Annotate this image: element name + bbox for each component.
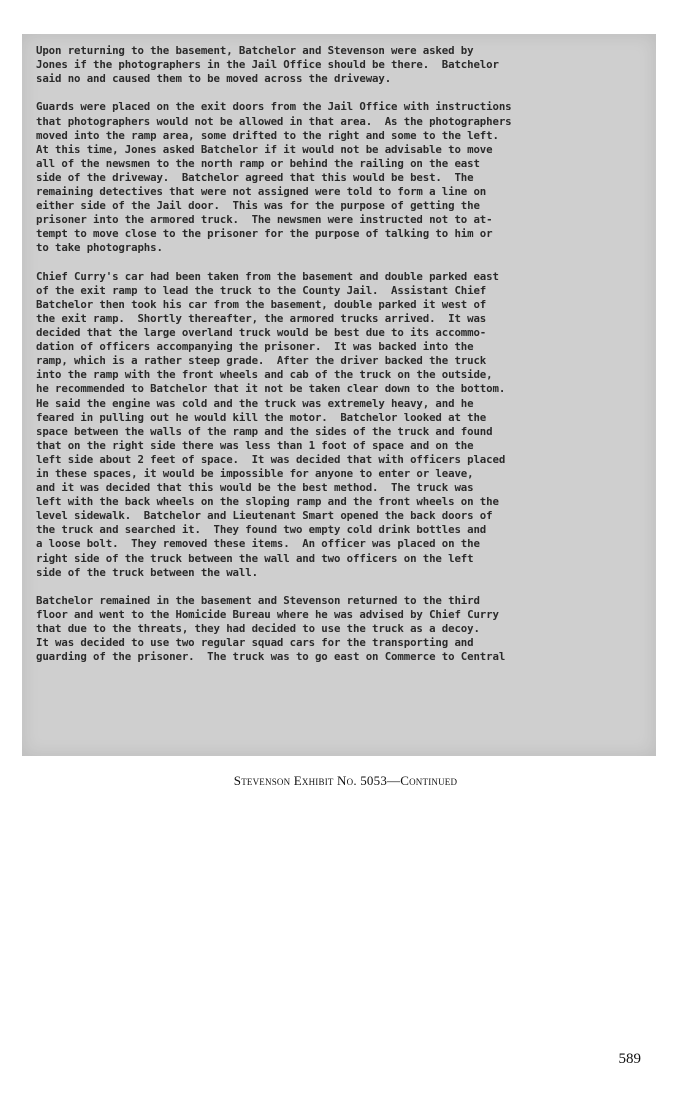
text-line: a loose bolt. They removed these items. An officer was placed on the bbox=[36, 537, 480, 551]
text-line: ramp, which is a rather steep grade. After the driver backed the truck bbox=[36, 354, 487, 368]
typewritten-scan bbox=[22, 34, 656, 756]
text-line: Jones if the photographers in the Jail Office should be there. Batchelor bbox=[36, 58, 499, 72]
text-line: At this time, Jones asked Batchelor if it would not be advisable to move bbox=[36, 142, 493, 156]
text-line: decided that the large overland truck would be best due to its accommo- bbox=[36, 326, 487, 340]
paragraph bbox=[36, 594, 639, 664]
text-line: right side of the truck between the wall and two officers on the left bbox=[36, 551, 474, 565]
text-line: the truck and searched it. They found two empty cold drink bottles and bbox=[36, 523, 487, 537]
text-line: tempt to move close to the prisoner for the purpose of talking to him or bbox=[36, 227, 493, 241]
text-line: guarding of the prisoner. The truck was to go east on Commerce to Central bbox=[36, 650, 506, 664]
text-line: Upon returning to the basement, Batchelor and Stevenson were asked by bbox=[36, 44, 474, 57]
text-line: floor and went to the Homicide Bureau where he was advised by Chief Curry bbox=[36, 608, 499, 622]
text-line: Batchelor then took his car from the basement, double parked it west of bbox=[36, 297, 487, 311]
text-line: said no and caused them to be moved across the driveway. bbox=[36, 72, 392, 86]
text-line: moved into the ramp area, some drifted to the right and some to the left. bbox=[36, 128, 499, 142]
page-number: 589 bbox=[618, 1051, 641, 1067]
paragraph bbox=[36, 44, 639, 86]
text-line: left with the back wheels on the sloping ramp and the front wheels on the bbox=[36, 495, 499, 509]
text-line: feared in pulling out he would kill the motor. Batchelor looked at the bbox=[36, 410, 487, 424]
text-line: of the exit ramp to lead the truck to the County Jail. Assistant Chief bbox=[36, 283, 487, 297]
text-line: into the ramp with the front wheels and cab of the truck on the outside, bbox=[36, 368, 493, 382]
text-line: side of the truck between the wall. bbox=[36, 565, 258, 579]
exhibit-caption: Stevenson Exhibit No. 5053—Continued bbox=[233, 773, 458, 788]
typewritten-text bbox=[36, 44, 639, 679]
text-line: It was decided to use two regular squad cars for the transporting and bbox=[36, 636, 474, 650]
text-line: dation of officers accompanying the prisoner. It was backed into the bbox=[36, 340, 474, 354]
text-line: all of the newsmen to the north ramp or behind the railing on the east bbox=[36, 156, 480, 170]
text-line: that due to the threats, they had decided to use the truck as a decoy. bbox=[36, 622, 480, 636]
text-line: to take photographs. bbox=[36, 241, 163, 255]
text-line: left side about 2 feet of space. It was decided that with officers placed bbox=[36, 452, 506, 466]
text-line: the exit ramp. Shortly thereafter, the armored trucks arrived. It was bbox=[36, 311, 487, 325]
paragraph bbox=[36, 270, 639, 580]
text-line: either side of the Jail door. This was for the purpose of getting the bbox=[36, 199, 480, 213]
text-line: Guards were placed on the exit doors from the Jail Office with instructions bbox=[36, 100, 512, 114]
text-line: space between the walls of the ramp and the sides of the truck and found bbox=[36, 424, 493, 438]
text-line: remaining detectives that were not assigned were told to form a line on bbox=[36, 185, 487, 199]
paragraph bbox=[36, 100, 639, 255]
text-line: that on the right side there was less than 1 foot of space and on the bbox=[36, 438, 474, 452]
text-line: He said the engine was cold and the truck was extremely heavy, and he bbox=[36, 396, 474, 410]
text-line: Chief Curry's car had been taken from the basement and double parked east bbox=[36, 269, 499, 283]
text-line: and it was decided that this would be the best method. The truck was bbox=[36, 481, 474, 495]
text-line: prisoner into the armored truck. The newsmen were instructed not to at- bbox=[36, 213, 493, 227]
text-line: he recommended to Batchelor that it not be taken clear down to the bottom. bbox=[36, 382, 506, 396]
text-line: Batchelor remained in the basement and Stevenson returned to the third bbox=[36, 593, 480, 607]
text-line: side of the driveway. Batchelor agreed that this would be best. The bbox=[36, 170, 474, 184]
text-line: in these spaces, it would be impossible for anyone to enter or leave, bbox=[36, 467, 474, 480]
text-line: that photographers would not be allowed in that area. As the photographers bbox=[36, 114, 512, 128]
text-line: level sidewalk. Batchelor and Lieutenant Smart opened the back doors of bbox=[36, 509, 493, 523]
